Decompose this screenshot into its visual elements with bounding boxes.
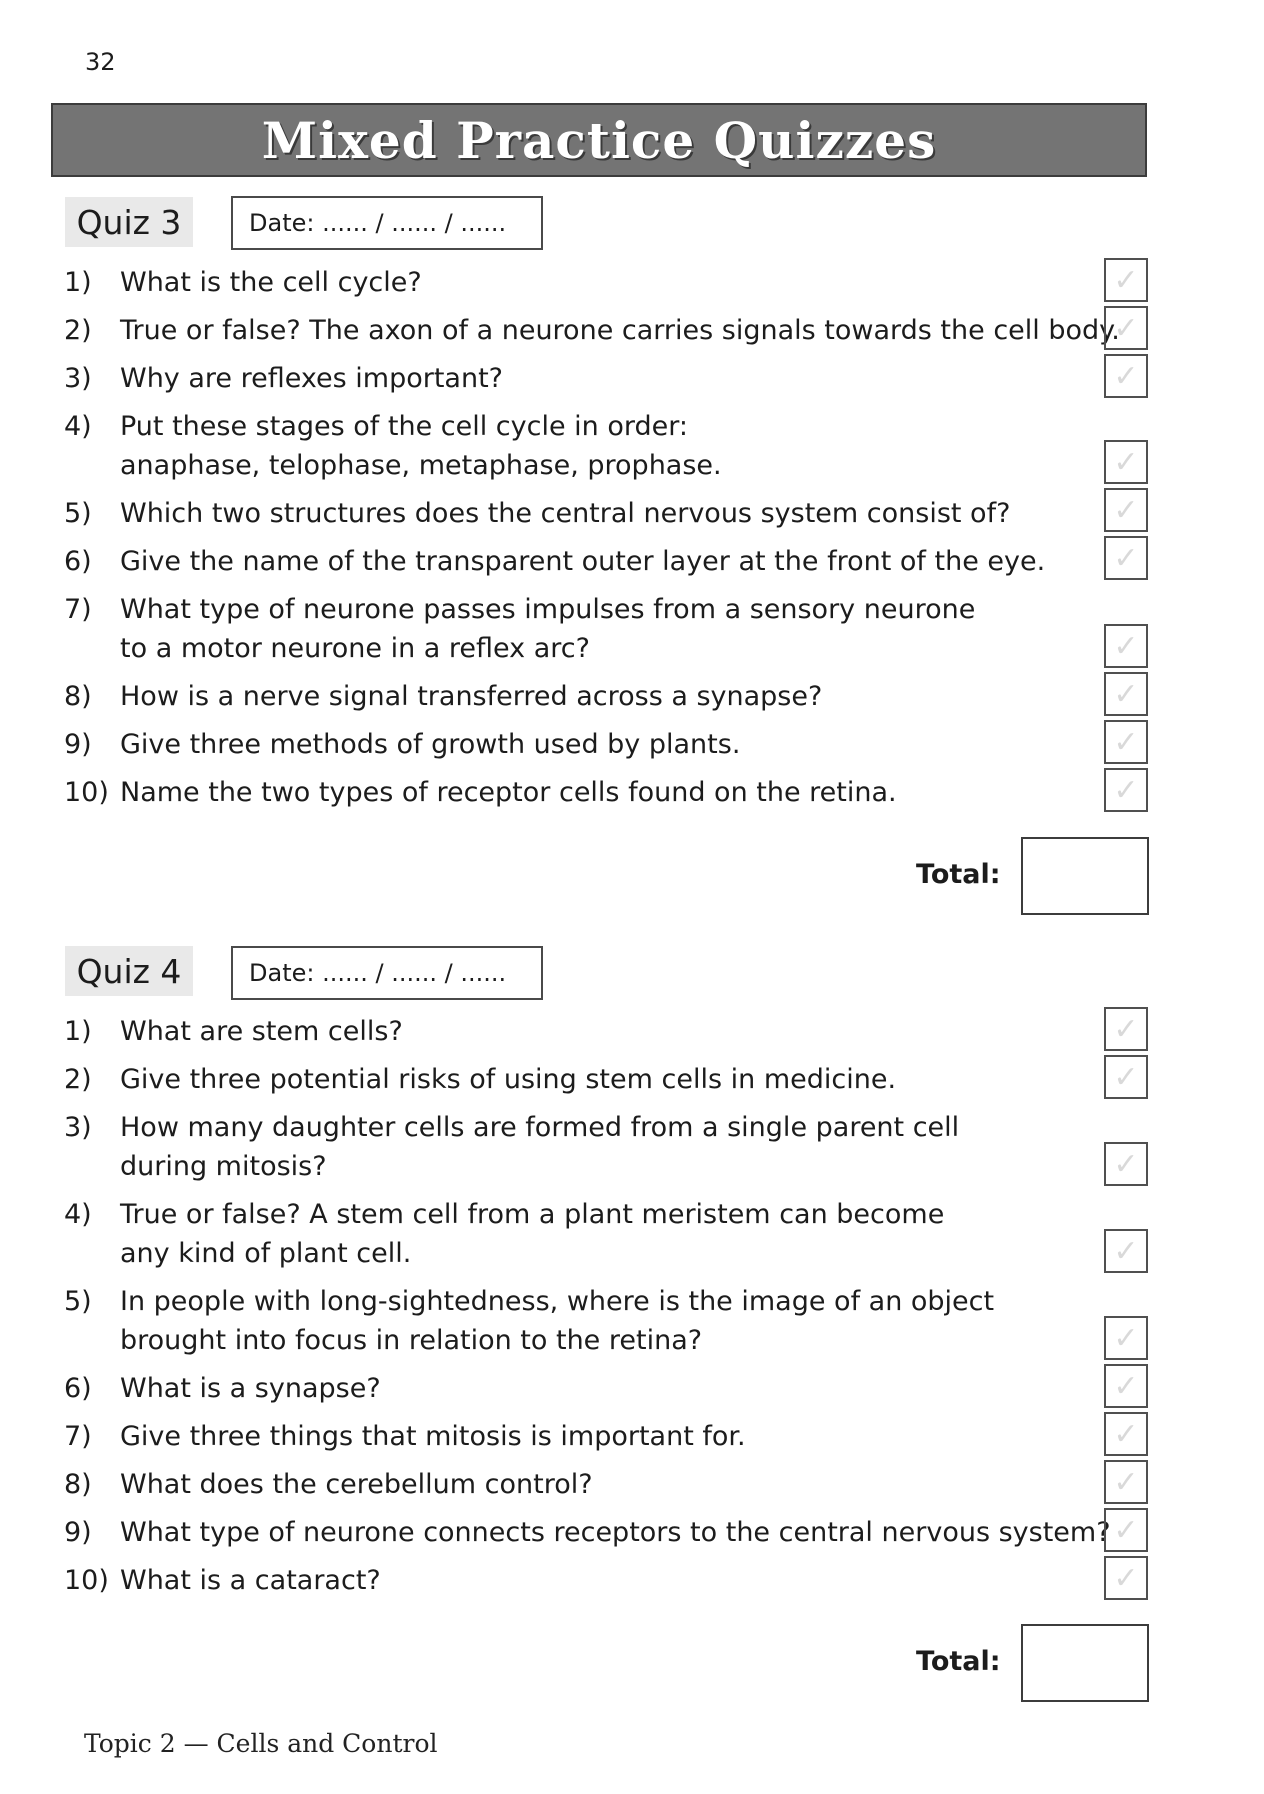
question-number: 6) [64, 1373, 92, 1404]
check-icon: ✓ [1113, 1233, 1139, 1269]
check-icon: ✓ [1113, 310, 1139, 346]
question-number: 8) [64, 681, 92, 712]
question-number: 3) [64, 1112, 92, 1143]
question-text: What type of neurone passes impulses from a sensory neurone [120, 594, 976, 625]
answer-checkbox[interactable] [1104, 488, 1148, 532]
question-number: 8) [64, 1469, 92, 1500]
question-number: 1) [64, 1016, 92, 1047]
question-text: What is a synapse? [120, 1373, 381, 1404]
quiz-3-date-field[interactable]: Date: ...... / ...... / ...... [231, 196, 543, 250]
answer-checkbox[interactable] [1104, 1364, 1148, 1408]
quiz-3-total-label: Total: [916, 859, 1001, 890]
quiz-4-total-box[interactable] [1021, 1624, 1149, 1702]
answer-checkbox[interactable] [1104, 1229, 1148, 1273]
question-number: 10) [64, 777, 109, 808]
answer-checkbox[interactable] [1104, 672, 1148, 716]
answer-checkbox[interactable] [1104, 720, 1148, 764]
question-text: Put these stages of the cell cycle in order: [120, 411, 688, 442]
question-number: 9) [64, 729, 92, 760]
question-text-continued: during mitosis? [120, 1151, 327, 1182]
question-text: What are stem cells? [120, 1016, 403, 1047]
question-number: 5) [64, 498, 92, 529]
question-text: How many daughter cells are formed from a single parent cell [120, 1112, 960, 1143]
title-banner [51, 103, 1147, 177]
check-icon: ✓ [1113, 262, 1139, 298]
check-icon: ✓ [1113, 772, 1139, 808]
question-text: Give three things that mitosis is important for. [120, 1421, 746, 1452]
question-text: What does the cerebellum control? [120, 1469, 593, 1500]
question-text-continued: brought into focus in relation to the retina? [120, 1325, 703, 1356]
answer-checkbox[interactable] [1104, 440, 1148, 484]
question-text: What type of neurone connects receptors to the central nervous system? [120, 1517, 1111, 1548]
answer-checkbox[interactable] [1104, 624, 1148, 668]
question-text: Why are reflexes important? [120, 363, 504, 394]
quiz-4-date-field[interactable]: Date: ...... / ...... / ...... [231, 946, 543, 1000]
question-text-continued: anaphase, telophase, metaphase, prophase. [120, 450, 722, 481]
check-icon: ✓ [1113, 540, 1139, 576]
question-number: 7) [64, 1421, 92, 1452]
question-number: 2) [64, 315, 92, 346]
quiz-4-label: Quiz 4 [65, 946, 193, 996]
question-text: What is a cataract? [120, 1565, 381, 1596]
answer-checkbox[interactable] [1104, 1508, 1148, 1552]
check-icon: ✓ [1113, 492, 1139, 528]
question-text: Which two structures does the central nervous system consist of? [120, 498, 1011, 529]
answer-checkbox[interactable] [1104, 1316, 1148, 1360]
question-number: 5) [64, 1286, 92, 1317]
question-text: What is the cell cycle? [120, 267, 422, 298]
question-text: In people with long-sightedness, where is the image of an object [120, 1286, 995, 1317]
check-icon: ✓ [1113, 628, 1139, 664]
check-icon: ✓ [1113, 1464, 1139, 1500]
page-footer: Topic 2 — Cells and Control [84, 1729, 438, 1758]
check-icon: ✓ [1113, 676, 1139, 712]
question-text: Give three potential risks of using stem cells in medicine. [120, 1064, 897, 1095]
question-number: 6) [64, 546, 92, 577]
question-number: 1) [64, 267, 92, 298]
question-text: How is a nerve signal transferred across a synapse? [120, 681, 823, 712]
question-number: 3) [64, 363, 92, 394]
question-text: True or false? The axon of a neurone carries signals towards the cell body. [120, 315, 1120, 346]
check-icon: ✓ [1113, 1512, 1139, 1548]
check-icon: ✓ [1113, 724, 1139, 760]
question-number: 10) [64, 1565, 109, 1596]
check-icon: ✓ [1113, 1146, 1139, 1182]
quiz-3-total-box[interactable] [1021, 837, 1149, 915]
check-icon: ✓ [1113, 1560, 1139, 1596]
question-text: Name the two types of receptor cells found on the retina. [120, 777, 897, 808]
question-text-continued: any kind of plant cell. [120, 1238, 412, 1269]
check-icon: ✓ [1113, 358, 1139, 394]
question-number: 9) [64, 1517, 92, 1548]
quiz-3-label: Quiz 3 [65, 197, 193, 247]
check-icon: ✓ [1113, 1416, 1139, 1452]
answer-checkbox[interactable] [1104, 1007, 1148, 1051]
question-number: 2) [64, 1064, 92, 1095]
answer-checkbox[interactable] [1104, 768, 1148, 812]
answer-checkbox[interactable] [1104, 354, 1148, 398]
answer-checkbox[interactable] [1104, 306, 1148, 350]
page-number: 32 [85, 48, 116, 76]
check-icon: ✓ [1113, 1320, 1139, 1356]
answer-checkbox[interactable] [1104, 1412, 1148, 1456]
question-text: Give three methods of growth used by plants. [120, 729, 741, 760]
question-text: True or false? A stem cell from a plant meristem can become [120, 1199, 945, 1230]
check-icon: ✓ [1113, 1059, 1139, 1095]
question-number: 4) [64, 411, 92, 442]
answer-checkbox[interactable] [1104, 1460, 1148, 1504]
answer-checkbox[interactable] [1104, 258, 1148, 302]
question-number: 4) [64, 1199, 92, 1230]
quiz-4-total-label: Total: [916, 1646, 1001, 1677]
answer-checkbox[interactable] [1104, 536, 1148, 580]
question-text-continued: to a motor neurone in a reflex arc? [120, 633, 590, 664]
answer-checkbox[interactable] [1104, 1556, 1148, 1600]
check-icon: ✓ [1113, 444, 1139, 480]
check-icon: ✓ [1113, 1368, 1139, 1404]
question-text: Give the name of the transparent outer layer at the front of the eye. [120, 546, 1046, 577]
question-number: 7) [64, 594, 92, 625]
page-title: Mixed Practice Quizzes [261, 110, 937, 170]
check-icon: ✓ [1113, 1011, 1139, 1047]
answer-checkbox[interactable] [1104, 1055, 1148, 1099]
answer-checkbox[interactable] [1104, 1142, 1148, 1186]
